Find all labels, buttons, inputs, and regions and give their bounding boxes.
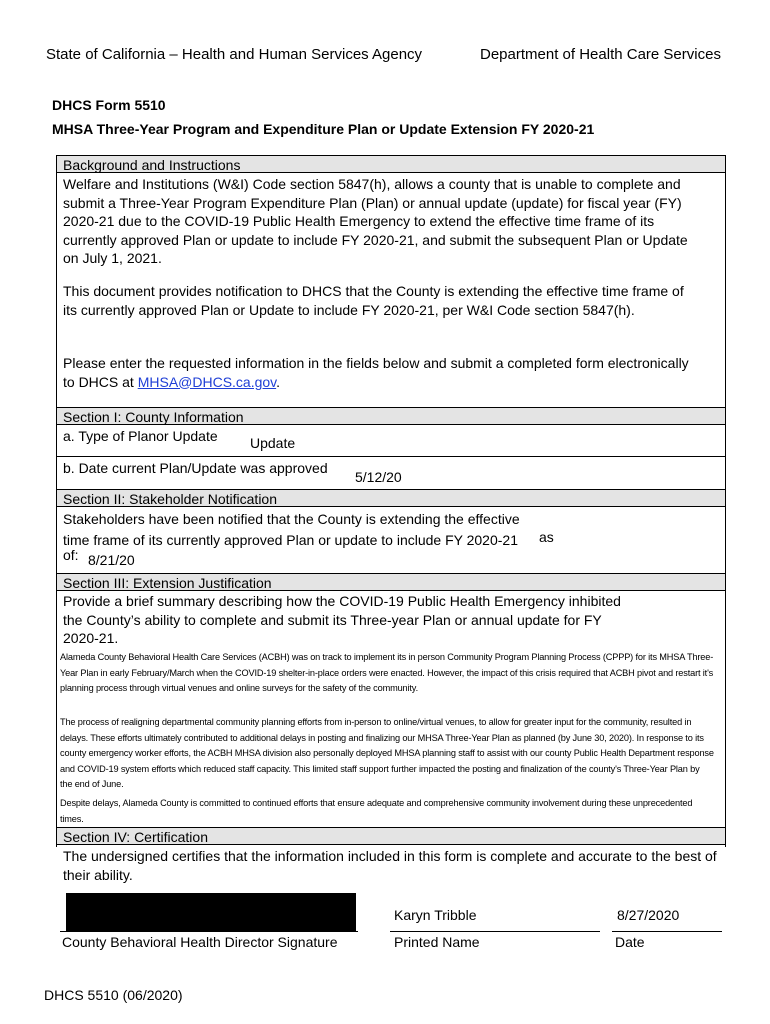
approval-date-label: b. Date current Plan/Update was approved — [63, 460, 328, 476]
agency-header: State of California – Health and Human Services Agency — [46, 46, 423, 63]
date-label: Date — [615, 934, 645, 950]
certification-date-field[interactable]: 8/27/2020 — [617, 907, 680, 923]
stakeholder-text-line2: time frame of its currently approved Plan or update to include FY 2020-21 — [63, 532, 518, 548]
form-left-border — [56, 155, 57, 847]
form-title: MHSA Three-Year Program and Expenditure Plan or Update Extension FY 2020-21 — [52, 121, 595, 137]
background-paragraph-1: Welfare and Institutions (W&I) Code section 5847(h), allows a county that is unable to complete and submit a Three-Year Program Expenditure Plan (Plan) or annual update (update) for fiscal year (FY) 2020-21 due to the COVID-19 Public Health Emergency to extend the effective time frame of its currently approved Plan or update to include FY 2020-21, and submit the subsequent Plan or Update on July 1, 2021. — [63, 176, 688, 266]
plan-type-label: a. Type of Planor Update — [63, 428, 218, 444]
justification-prompt: Provide a brief summary describing how the COVID-19 Public Health Emergency inhibited the County’s ability to complete and submit its Three-year Plan or annual update for FY 2020-21. — [63, 593, 621, 646]
section4-heading: Section IV: Certification — [63, 829, 208, 845]
notification-date-field[interactable]: 8/21/20 — [88, 552, 135, 568]
stakeholder-text-as: as — [539, 529, 554, 545]
date-line — [612, 931, 722, 932]
printed-name-label: Printed Name — [394, 934, 480, 950]
stakeholder-text-line1: Stakeholders have been notified that the County is extending the effective — [63, 511, 520, 527]
instructions-end: . — [276, 373, 281, 390]
justification-response-1[interactable]: Alameda County Behavioral Health Care Services (ACBH) was on track to implement its in person Community Program Planning Process (CPPP) for its MHSA Three-Year Plan in early February/March when the COVID-19 shelter-in-place orders were enacted. However, the impact of this crisis required that ACBH pivot and restart it's planning process through virtual venues and online surveys for the safety of the community. — [60, 652, 714, 694]
justification-response-3[interactable]: Despite delays, Alameda County is committed to continued efforts that ensure adequate and comprehensive community involvement during these unprecedented times. — [60, 798, 693, 824]
plan-type-field[interactable]: Update — [250, 435, 296, 451]
form-right-border — [725, 155, 726, 847]
signature-line — [60, 931, 358, 932]
stakeholder-text-of: of: — [63, 547, 79, 563]
instructions-text: Please enter the requested information in the fields below and submit a completed form electronically to DHCS at — [63, 355, 689, 390]
section3-heading: Section III: Extension Justification — [63, 575, 272, 591]
dhcs-email-link[interactable]: MHSA@DHCS.ca.gov — [137, 373, 277, 390]
redacted-signature — [66, 893, 356, 931]
department-header: Department of Health Care Services — [480, 46, 721, 63]
certification-statement: The undersigned certifies that the information included in this form is complete and accurate to the best of their ability. — [63, 848, 717, 883]
justification-response-2[interactable]: The process of realigning departmental community planning efforts from in-person to online/virtual venues, to allow for greater input for the community, resulted in delays. These efforts ultimately contributed to additional delays in posting and finalizing our MHSA Three-Year Plan as planned (by June 30, 2020). In response to its county emergency worker efforts, the ACBH MHSA division also personally deployed MHSA planning staff to assist with our county Public Health Department response and COVID-19 system efforts which reduced staff capacity. This limited staff support further impacted the posting and finalization of the county's Three-Year Plan by the end of June. — [60, 717, 714, 790]
printed-name-line — [390, 931, 600, 932]
approval-date-field[interactable]: 5/12/20 — [355, 469, 402, 485]
background-paragraph-2: This document provides notification to DHCS that the County is extending the effective time frame of its currently approved Plan or Update to include FY 2020-21, per W&I Code section 5847(h). — [63, 283, 684, 318]
section1-heading: Section I: County Information — [63, 409, 244, 425]
form-footer-id: DHCS 5510 (06/2020) — [44, 987, 183, 1003]
form-number: DHCS Form 5510 — [52, 97, 166, 113]
rule — [56, 456, 726, 457]
section2-heading: Section II: Stakeholder Notification — [63, 491, 278, 507]
signature-label: County Behavioral Health Director Signature — [62, 934, 338, 950]
background-paragraph-3 — [63, 354, 703, 391]
printed-name-field[interactable]: Karyn Tribble — [394, 907, 477, 923]
background-heading: Background and Instructions — [63, 157, 241, 173]
